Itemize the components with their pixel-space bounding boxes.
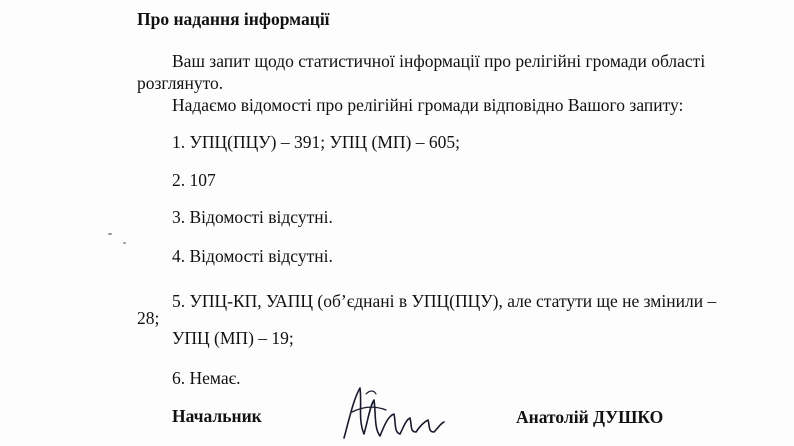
list-item-2: 2. 107 bbox=[172, 170, 216, 190]
scan-speck bbox=[108, 233, 112, 235]
list-item-5-line-2: 28; bbox=[137, 308, 160, 328]
position-title: Начальник bbox=[172, 406, 262, 426]
handwritten-signature bbox=[340, 376, 450, 446]
list-item-6: 6. Немає. bbox=[172, 368, 241, 388]
document-subject: Про надання інформації bbox=[137, 9, 330, 29]
intro-paragraph-line-2: розглянуто. bbox=[137, 73, 224, 93]
list-item-3: 3. Відомості відсутні. bbox=[172, 207, 333, 227]
list-item-1: 1. УПЦ(ПЦУ) – 391; УПЦ (МП) – 605; bbox=[172, 132, 460, 152]
scan-speck bbox=[123, 242, 126, 244]
list-item-4: 4. Відомості відсутні. bbox=[172, 246, 333, 266]
signer-name: Анатолій ДУШКО bbox=[516, 407, 664, 427]
list-item-5-line-3: УПЦ (МП) – 19; bbox=[172, 328, 294, 348]
provide-paragraph: Надаємо відомості про релігійні громади відповідно Вашого запиту: bbox=[172, 95, 684, 115]
list-item-5-line-1: 5. УПЦ-КП, УАПЦ (об’єднані в УПЦ(ПЦУ), але статути ще не змінили – bbox=[172, 291, 717, 311]
intro-paragraph-line-1: Ваш запит щодо статистичної інформації про релігійні громади області bbox=[172, 51, 706, 71]
